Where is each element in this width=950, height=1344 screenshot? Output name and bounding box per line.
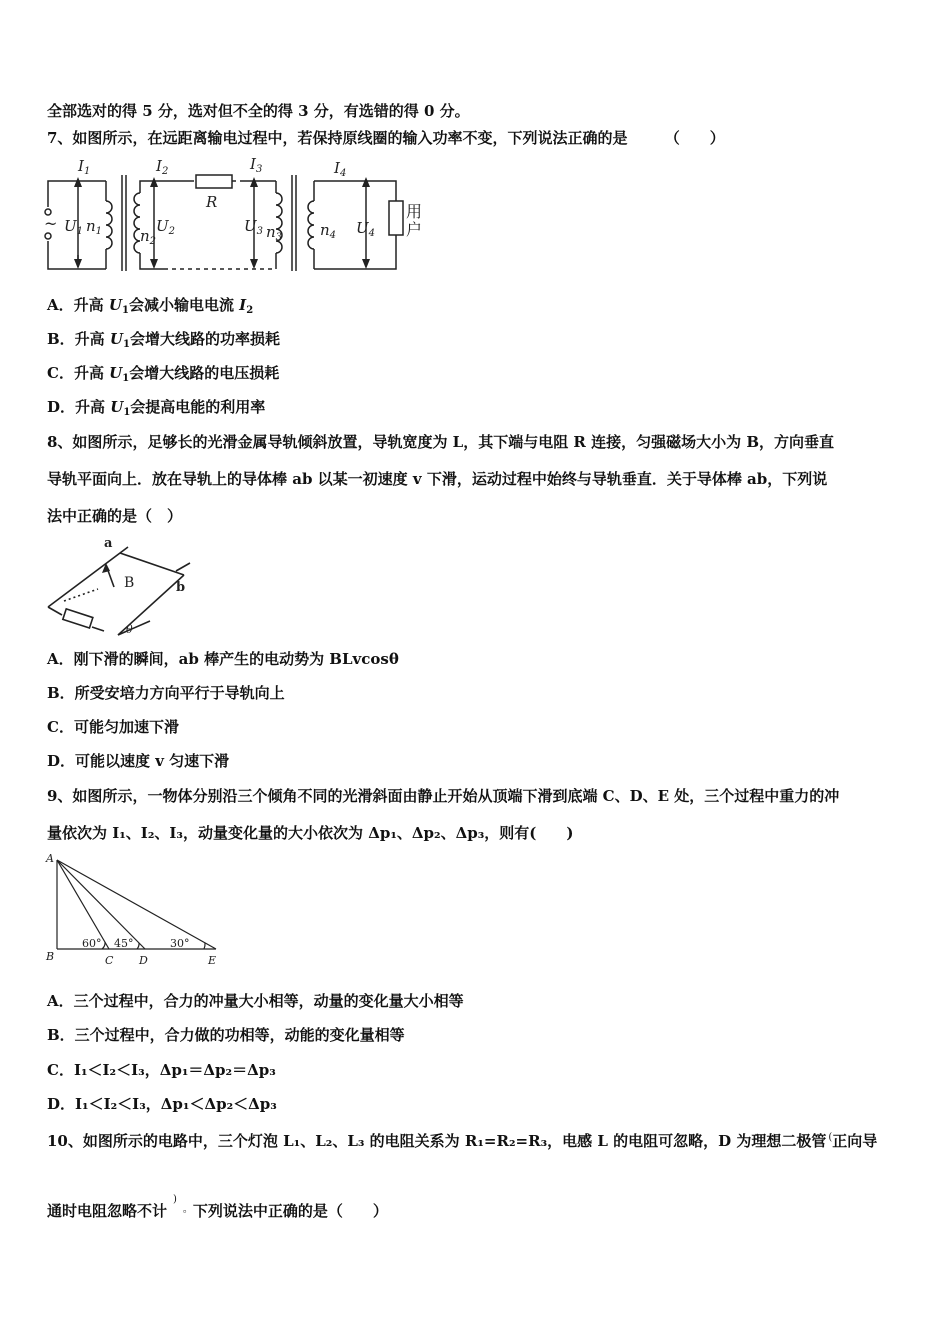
q7-label-I2: $I_2$ [156, 157, 169, 177]
q9-label-E: E [208, 954, 217, 967]
q7-ac-source-icon: ~ [44, 214, 58, 233]
q7-transmission-circuit [44, 155, 440, 277]
q7-label-I1: $I_1$ [78, 157, 91, 177]
q8-stem-line-3: 法中正确的是（ ） [47, 507, 183, 525]
q9-label-B: B [46, 950, 55, 963]
q7-option-a[interactable]: A．升高 $U_1$会减小输电电流 $I_2$ [47, 296, 254, 316]
q7-label-n4: $n_4$ [320, 221, 337, 241]
q8-label-B: B [124, 575, 135, 591]
q8-incline-rail-figure [44, 535, 194, 641]
q7-option-c[interactable]: C．升高 $U_1$会增大线路的电压损耗 [47, 364, 280, 384]
q7-label-n2: $n_2$ [140, 227, 157, 247]
q9-stem-line-1: 9、如图所示，一物体分别沿三个倾角不同的光滑斜面由静止开始从顶端下滑到底端 C、D、E 处，三个过程中重力的冲 [47, 787, 840, 805]
q7-option-d[interactable]: D．升高 $U_1$会提高电能的利用率 [47, 398, 266, 418]
q8-option-c[interactable]: C．可能匀加速下滑 [47, 718, 179, 736]
q9-option-b[interactable]: B．三个过程中，合力做的功相等，动能的变化量相等 [47, 1026, 405, 1044]
q7-label-U2: $U_2$ [156, 217, 176, 237]
q7-option-b[interactable]: B．升高 $U_1$会增大线路的功率损耗 [47, 330, 280, 350]
q9-label-D: D [139, 954, 148, 967]
q8-label-theta: θ [126, 623, 133, 636]
q9-stem-line-2: 量依次为 I₁、I₂、I₃，动量变化量的大小依次为 Δp₁、Δp₂、Δp₃，则有( ) [47, 824, 574, 842]
q8-label-a: a [104, 536, 113, 551]
q7-label-R: R [206, 193, 218, 211]
q7-label-U3: $U_3$ [244, 217, 264, 237]
q8-stem-line-1: 8、如图所示，足够长的光滑金属导轨倾斜放置，导轨宽度为 L，其下端与电阻 R 连接，匀强磁场大小为 B，方向垂直 [47, 433, 835, 451]
q9-angle-45: 45° [114, 937, 134, 950]
q7-stem [47, 128, 725, 148]
q9-option-c[interactable]: C．I₁＜I₂＜I₃，Δp₁＝Δp₂＝Δp₃ [47, 1061, 276, 1079]
q9-angle-30: 30° [170, 937, 190, 950]
q9-label-A: A [46, 852, 54, 865]
q8-option-a[interactable]: A．刚下滑的瞬间，ab 棒产生的电动势为 BLvcosθ [47, 650, 399, 668]
q9-option-a[interactable]: A．三个过程中，合力的冲量大小相等，动量的变化量大小相等 [47, 992, 464, 1010]
q7-user-label-2: 户 [406, 220, 423, 239]
q7-label-U4: $U_4$ [356, 219, 376, 239]
q10-paren-close: ) [173, 1194, 177, 1205]
q7-answer-paren: （ ） [664, 129, 725, 147]
q7-label-n3: $n_3$ [266, 223, 283, 243]
q8-stem-line-2: 导轨平面向上．放在导轨上的导体棒 ab 以某一初速度 v 下滑，运动过程中始终与导轨垂直．关于导体棒 ab，下列说 [47, 470, 828, 488]
q10-paren-open: ( [828, 1132, 833, 1143]
q7-label-I3: $I_3$ [250, 155, 263, 175]
q8-option-b[interactable]: B．所受安培力方向平行于导轨向上 [47, 684, 285, 702]
q9-angle-60: 60° [82, 937, 102, 950]
q8-option-d[interactable]: D．可能以速度 v 匀速下滑 [47, 752, 230, 770]
q7-user-label-1: 用 [406, 202, 423, 221]
q8-label-b: b [176, 580, 186, 595]
q10-stem-line-2: 通时电阻忽略不计)。下列说法中正确的是（ ） [47, 1194, 388, 1220]
q9-label-C: C [105, 954, 114, 967]
q7-label-n1: $n_1$ [86, 217, 103, 237]
q9-inclines-figure [44, 850, 224, 970]
intro-text: 全部选对的得 5 分，选对但不全的得 3 分，有选错的得 0 分。 [47, 102, 470, 120]
q9-option-d[interactable]: D．I₁＜I₂＜I₃，Δp₁＜Δp₂＜Δp₃ [47, 1095, 277, 1113]
q7-label-I4: $I_4$ [334, 159, 347, 179]
q7-label-U1: $U_1$ [64, 217, 84, 237]
q10-small-dot: 。 [182, 1204, 193, 1215]
q7-stem-text: 7、如图所示，在远距离输电过程中，若保持原线圈的输入功率不变，下列说法正确的是 [47, 129, 628, 147]
q10-stem-line-1: 10、如图所示的电路中，三个灯泡 L₁、L₂、L₃ 的电阻关系为 R₁=R₂=R₃，电感 L 的电阻可忽略，D 为理想二极管 (正向导 [47, 1132, 878, 1150]
